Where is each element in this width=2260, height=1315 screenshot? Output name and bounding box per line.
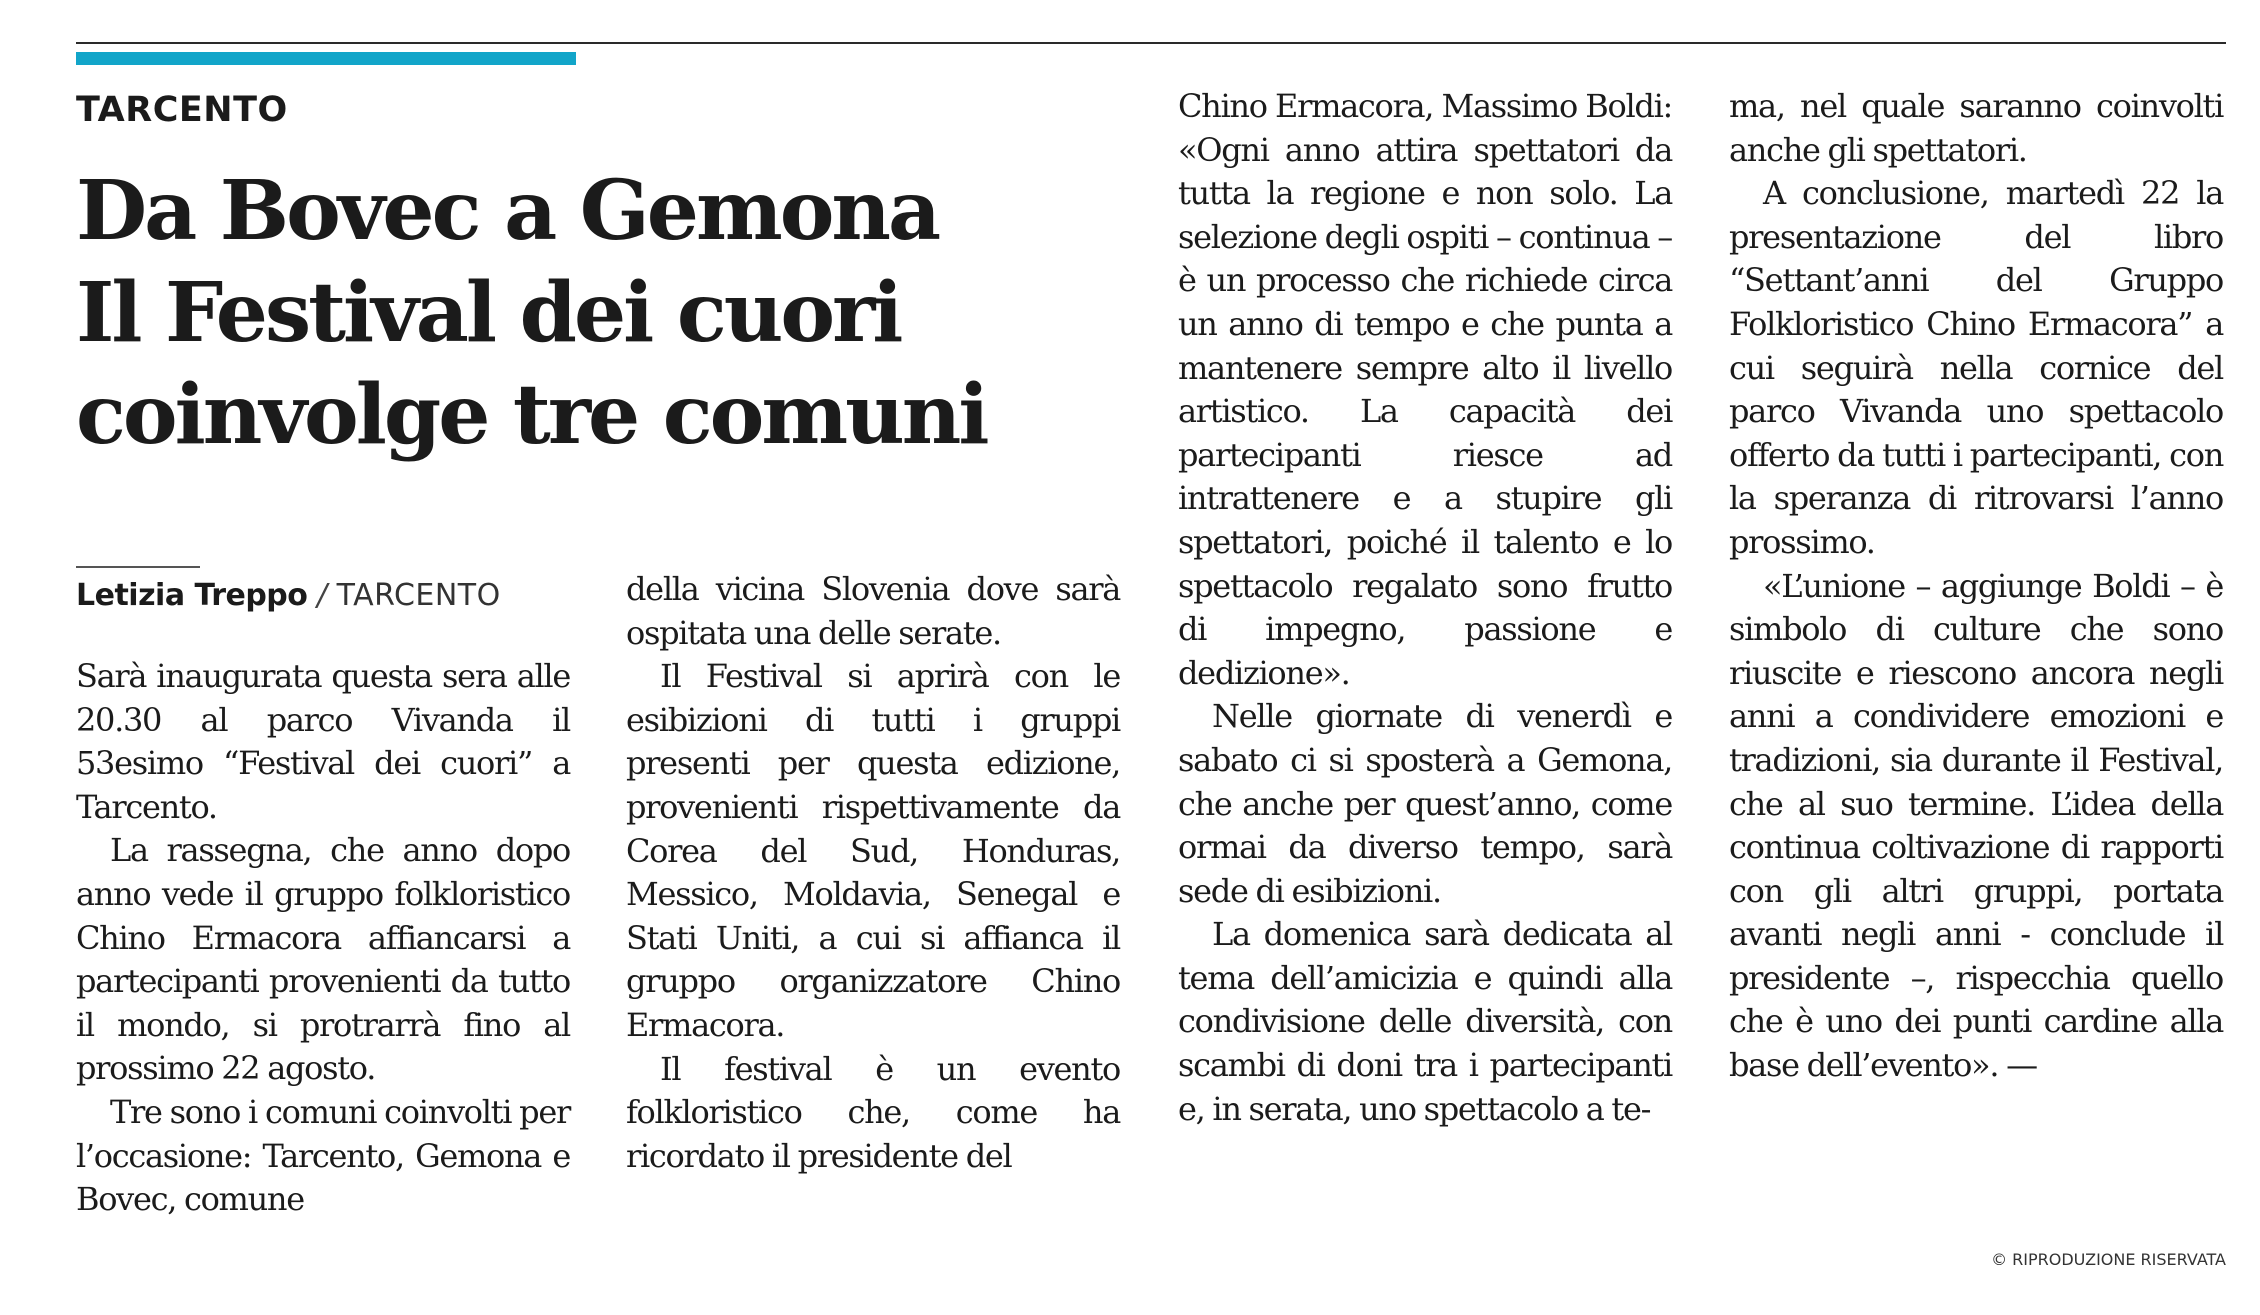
article-column-2 [626,568,1120,1178]
paragraph: Il festival è un evento folkloristico che, come ha ricordato il presidente del [626,1049,1120,1175]
section-kicker: TARCENTO [76,90,288,130]
copyright-notice: © RIPRODUZIONE RISERVATA [1991,1250,2226,1269]
headline-line-2: Il Festival dei cuori [76,265,901,361]
paragraph: Nelle giornate di venerdì e sabato ci si sposterà a Gemona, che anche per quest’anno, come ormai da diverso tempo, sarà sede di esibizioni. [1178,697,1672,910]
article-column-3 [1178,85,1672,1131]
headline [76,160,1076,466]
byline-rule [76,566,200,568]
paragraph: La domenica sarà dedicata al tema dell’amicizia e quindi alla condivisione delle diversità, con scambi di doni tra i partecipanti e, in serata, uno spettacolo a te- [1178,915,1672,1128]
article-column-1 [76,655,570,1222]
paragraph: «L’unione – aggiunge Boldi – è simbolo di culture che sono riuscite e riescono ancora negli anni a condividere emozioni e tradizioni, sia durante il Festival, che al suo termine. L’idea della continua coltivazione di rapporti con gli altri gruppi, portata avanti negli anni - conclude il presidente –, rispecchia quello che è uno dei punti cardine alla base dell’evento». — [1729,566,2223,1085]
paragraph: ma, nel quale saranno coinvolti anche gli spettatori. [1729,87,2223,169]
paragraph: A conclusione, martedì 22 la presentazione del libro “Settant’anni del Gruppo Folkloristico Chino Ermacora” a cui seguirà nella cornice del parco Vivanda uno spettacolo offerto da tutti i partecipanti, con la speranza di ritrovarsi l’anno prossimo. [1729,174,2223,561]
paragraph: Chino Ermacora, Massimo Boldi: «Ogni anno attira spettatori da tutta la regione e non solo. La selezione degli ospiti – continua – è un processo che richiede circa un anno di tempo e che punta a mantenere sempre alto il livello artistico. La capacità dei partecipanti riesce ad intrattenere e a stupire gli spettatori, poiché il talento e lo spettacolo regalato sono frutto di impegno, passione e dedizione». [1178,87,1672,692]
paragraph: Sarà inaugurata questa sera alle 20.30 al parco Vivanda il 53esimo “Festival dei cuori” a Tarcento. [76,657,570,826]
headline-line-3: coinvolge tre comuni [76,367,987,463]
top-rule [76,42,2226,44]
paragraph: La rassegna, che anno dopo anno vede il gruppo folkloristico Chino Ermacora affiancarsi a partecipanti provenienti da tutto il mondo, si protrarrà fino al prossimo 22 agosto. [76,831,570,1088]
byline-location: TARCENTO [336,578,501,613]
paragraph: Il Festival si aprirà con le esibizioni di tutti i gruppi presenti per questa edizione, provenienti rispettivamente da Corea del Sud, Honduras, Messico, Moldavia, Senegal e Stati Uniti, a cui si affianca il gruppo organizzatore Chino Ermacora. [626,657,1120,1044]
article-column-4 [1729,85,2223,1088]
headline-line-1: Da Bovec a Gemona [76,163,939,259]
paragraph: della vicina Slovenia dove sarà ospitata una delle serate. [626,570,1120,652]
byline [76,578,501,613]
section-accent-bar [76,52,576,65]
paragraph: Tre sono i comuni coinvolti per l’occasione: Tarcento, Gemona e Bovec, comune [76,1092,570,1219]
byline-author: Letizia Treppo [76,578,308,613]
byline-separator: / [316,578,328,613]
